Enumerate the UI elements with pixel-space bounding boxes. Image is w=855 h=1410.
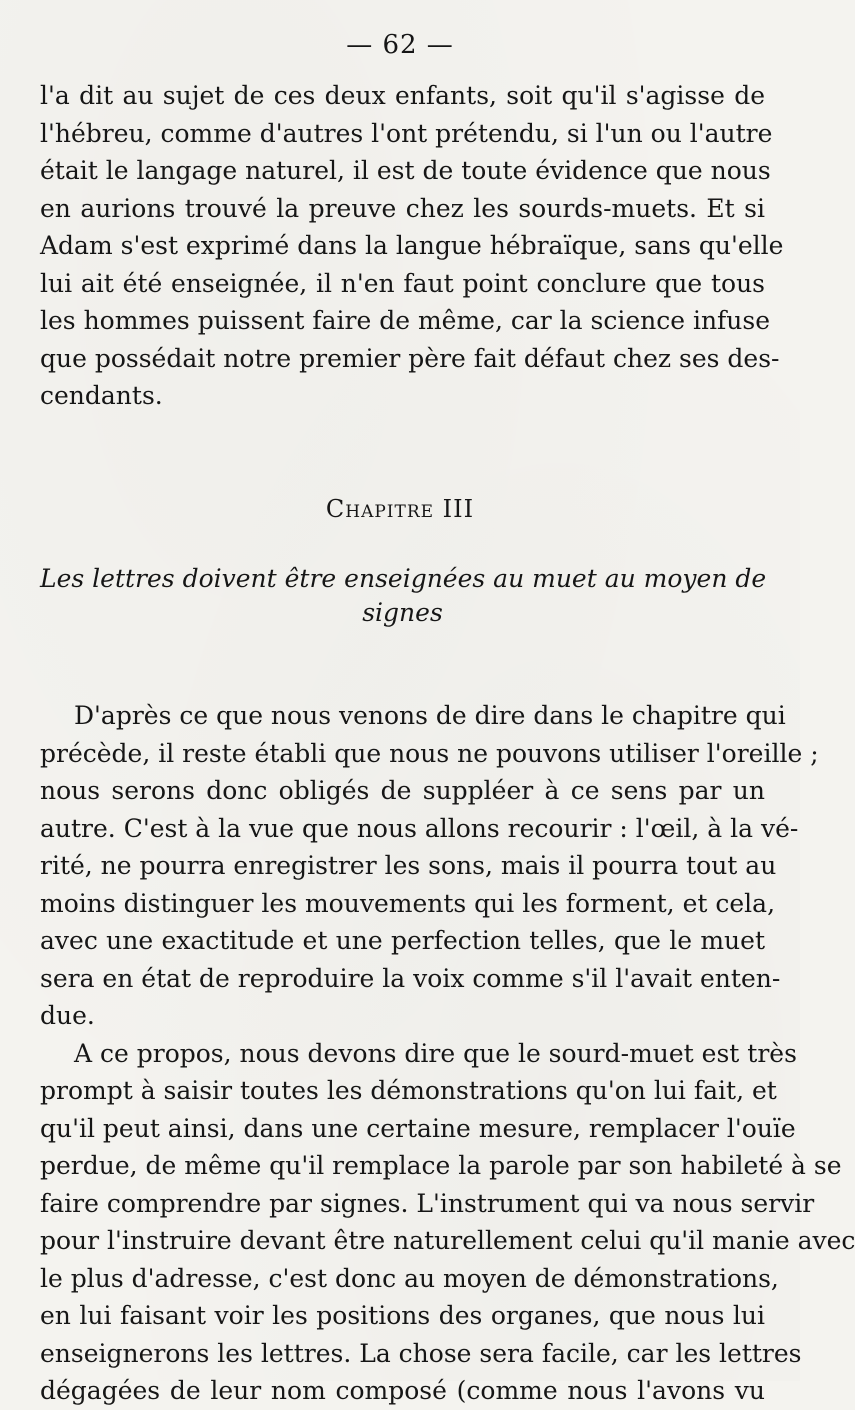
text-line: perdue, de même qu'il remplace la parole par son habileté à se bbox=[40, 1151, 842, 1180]
text-line: l'a dit au sujet de ces deux enfants, soit qu'il s'agisse de bbox=[40, 81, 765, 110]
text-line: due. bbox=[40, 1001, 95, 1030]
text-line: lui ait été enseignée, il n'en faut point conclure que tous bbox=[40, 268, 765, 298]
text-line: rité, ne pourra enregistrer les sons, mais il pourra tout au bbox=[40, 851, 777, 880]
text-line: précède, il reste établi que nous ne pouvons utiliser l'oreille ; bbox=[40, 738, 819, 768]
text-line: que possédait notre premier père fait défaut chez ses des- bbox=[40, 343, 780, 373]
text-line: le plus d'adresse, c'est donc au moyen de démonstrations, bbox=[40, 1263, 779, 1293]
page-number: — 62 — bbox=[346, 30, 454, 60]
text-line: sera en état de reproduire la voix comme s'il l'avait enten- bbox=[40, 963, 781, 993]
text-line: pour l'instruire devant être naturellement celui qu'il manie avec bbox=[40, 1226, 855, 1255]
text-line: D'après ce que nous venons de dire dans le chapitre qui bbox=[74, 701, 786, 730]
chapter-subtitle bbox=[40, 562, 765, 630]
text-line: dégagées de leur nom composé (comme nous l'avons vu bbox=[40, 1376, 765, 1405]
text-line: qu'il peut ainsi, dans une certaine mesure, remplacer l'ouïe bbox=[40, 1113, 796, 1143]
chapter-heading: Chapitre III bbox=[325, 495, 475, 523]
text-line: moins distinguer les mouvements qui les forment, et cela, bbox=[40, 888, 776, 918]
text-line: était le langage naturel, il est de toute évidence que nous bbox=[40, 156, 771, 185]
text-line: Adam s'est exprimé dans la langue hébraïque, sans qu'elle bbox=[40, 231, 784, 260]
text-line: en lui faisant voir les positions des organes, que nous lui bbox=[40, 1301, 765, 1330]
text-line: en aurions trouvé la preuve chez les sourds-muets. Et si bbox=[40, 193, 765, 223]
text-line: autre. C'est à la vue que nous allons recourir : l'œil, à la vé- bbox=[40, 813, 799, 843]
chapter-body bbox=[40, 697, 855, 1410]
paragraph-1 bbox=[40, 77, 784, 415]
text-line: enseignerons les lettres. La chose sera facile, car les lettres bbox=[40, 1338, 802, 1368]
text-line: prompt à saisir toutes les démonstrations qu'on lui fait, et bbox=[40, 1076, 777, 1105]
text-line: A ce propos, nous devons dire que le sourd-muet est très bbox=[74, 1038, 797, 1068]
text-line: faire comprendre par signes. L'instrument qui va nous servir bbox=[40, 1188, 815, 1218]
chapter-subtitle-line: Les lettres doivent être enseignées au muet au moyen de bbox=[40, 564, 767, 593]
paragraph-3 bbox=[40, 1035, 855, 1410]
chapter-subtitle-line: signes bbox=[362, 598, 443, 627]
text-line: les hommes puissent faire de même, car la science infuse bbox=[40, 306, 771, 335]
text-line: cendants. bbox=[40, 381, 163, 410]
text-line: avec une exactitude et une perfection telles, que le muet bbox=[40, 926, 765, 955]
text-line: nous serons donc obligés de suppléer à ce sens par un bbox=[40, 776, 765, 805]
text-line: l'hébreu, comme d'autres l'ont prétendu, si l'un ou l'autre bbox=[40, 118, 773, 148]
paragraph-2 bbox=[40, 697, 819, 1035]
